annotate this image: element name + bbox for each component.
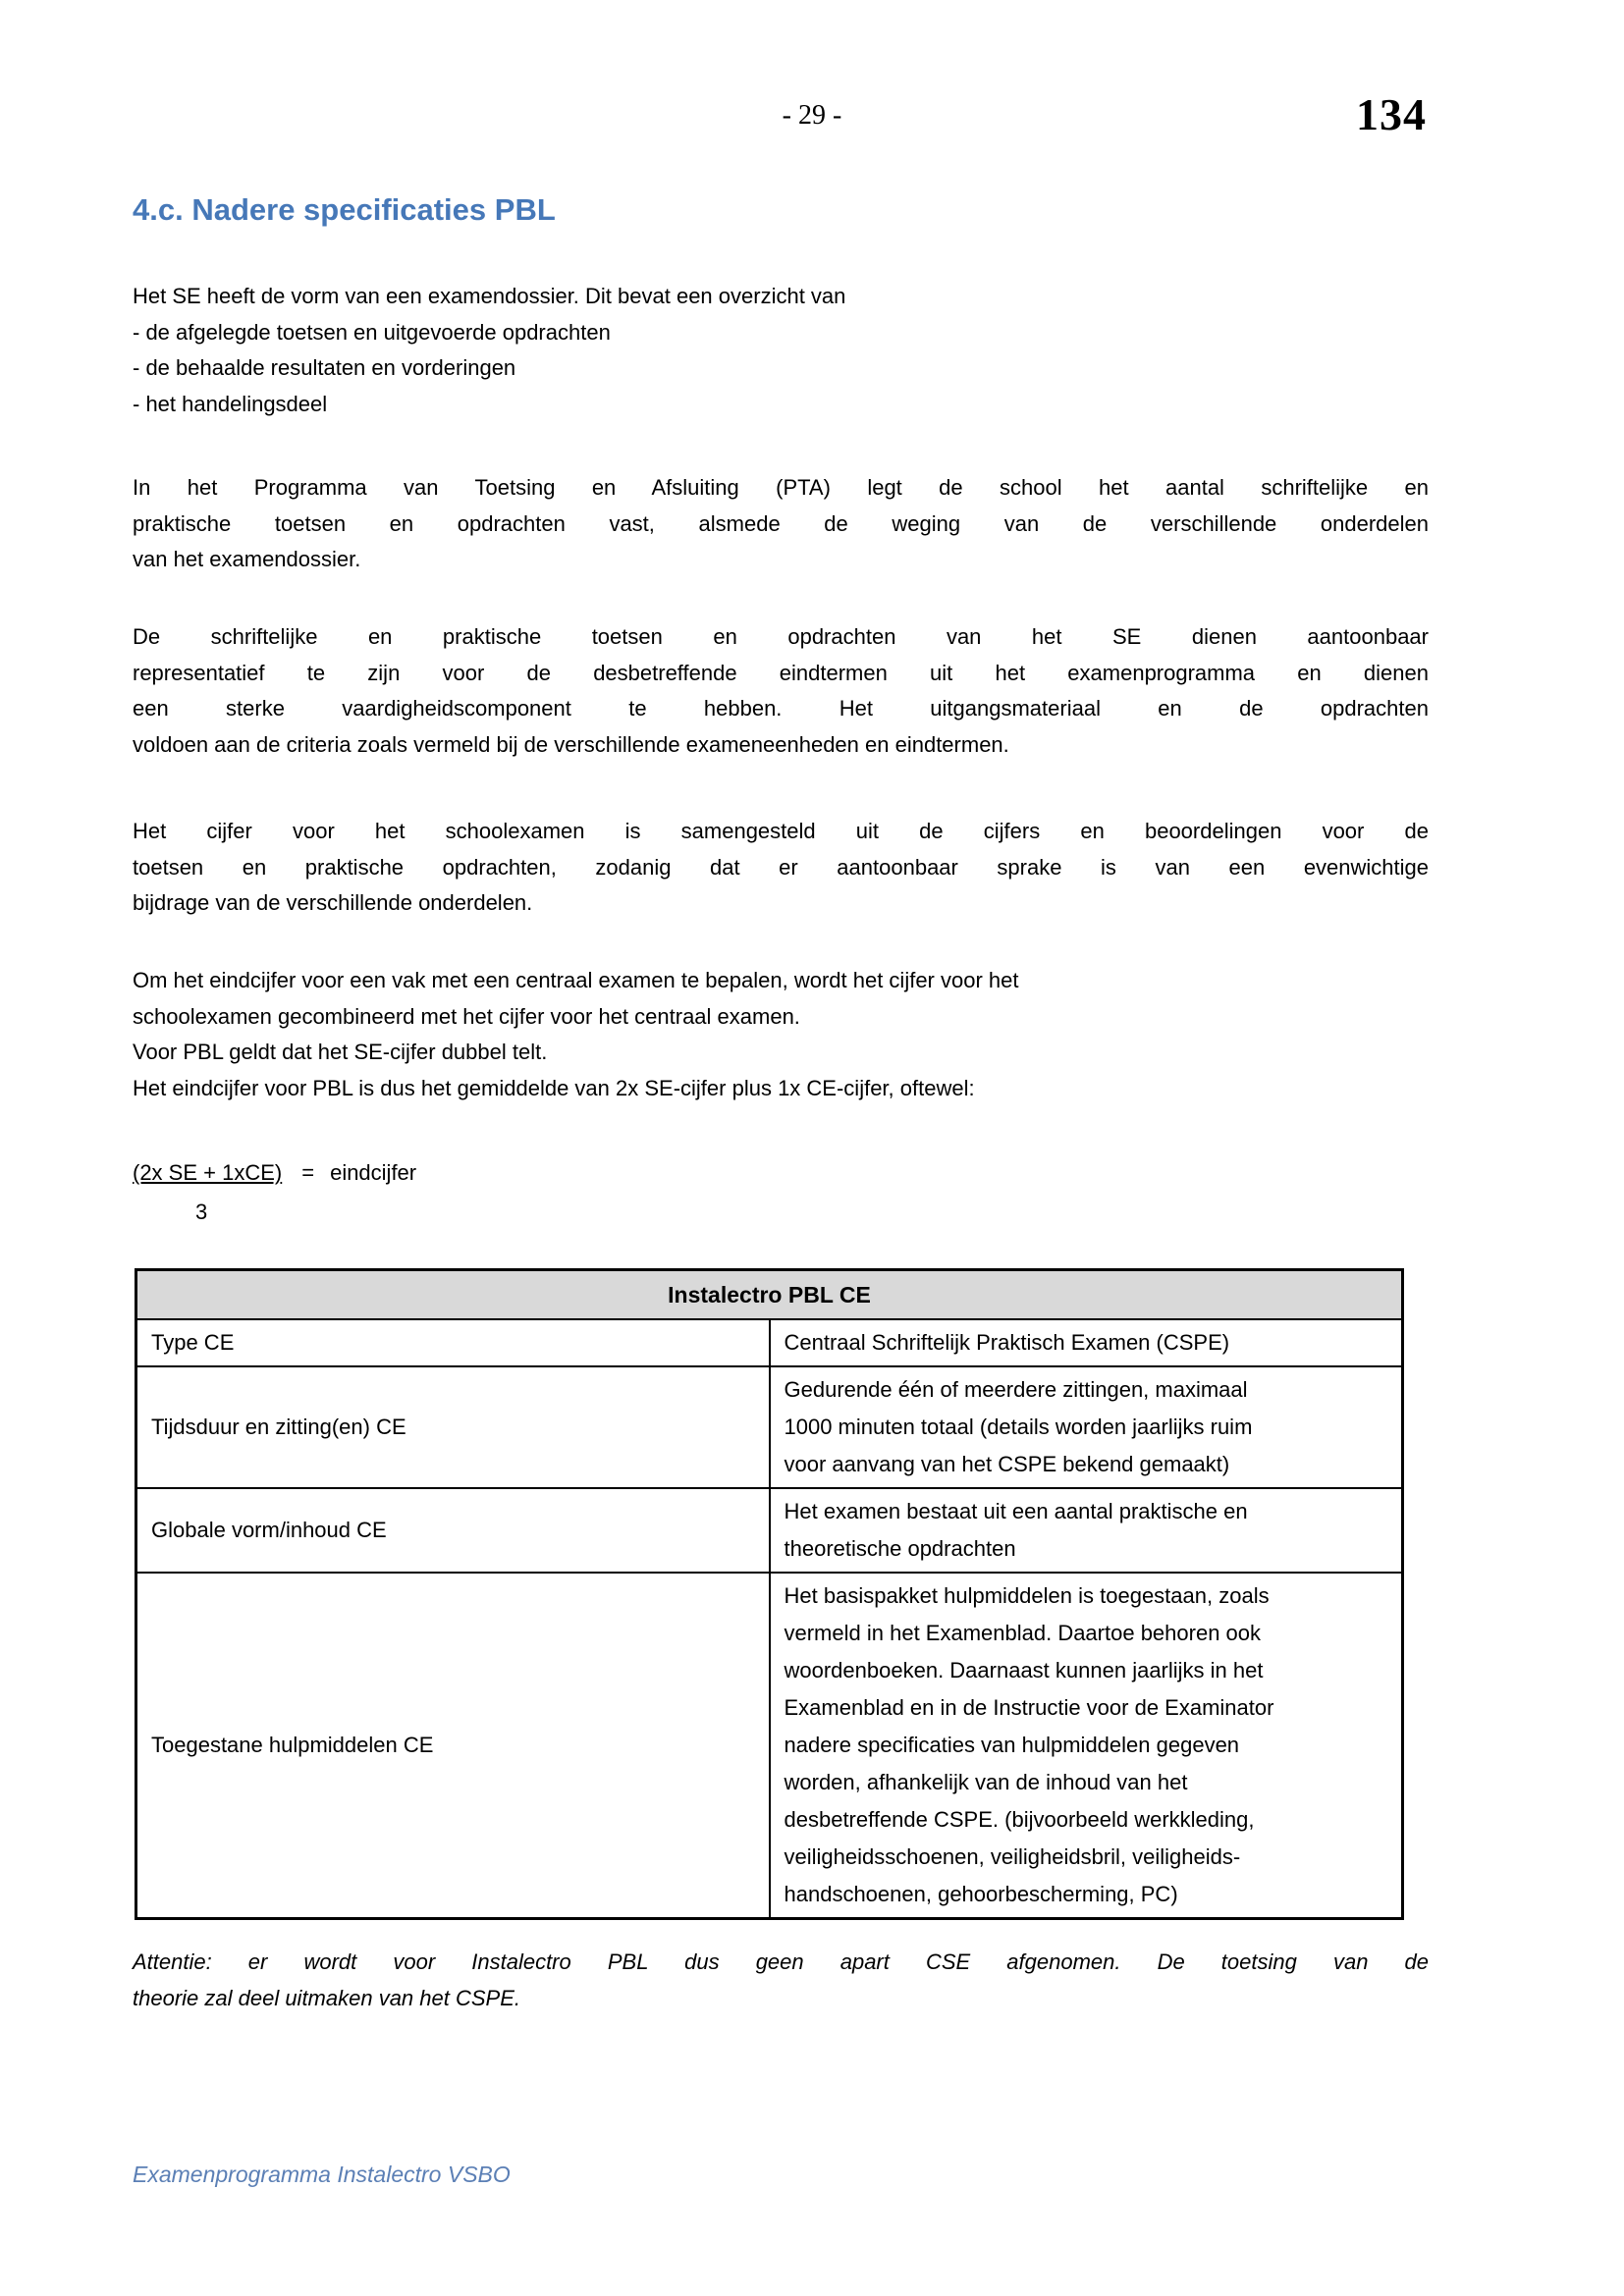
text-line: bijdrage van de verschillende onderdelen. — [133, 890, 533, 915]
paragraph-se-toetsen — [133, 619, 1429, 763]
text-line: theoretische opdrachten — [784, 1536, 1016, 1561]
text-line: Het eindcijfer voor PBL is dus het gemiddelde van 2x SE-cijfer plus 1x CE-cijfer, oftewel: — [133, 1075, 975, 1100]
paragraph-pta — [133, 470, 1429, 578]
text-line: Het basispakket hulpmiddelen is toegestaan, zoals — [784, 1583, 1270, 1608]
text-line: Voor PBL geldt dat het SE-cijfer dubbel telt. — [133, 1040, 548, 1064]
text-line: voor aanvang van het CSPE bekend gemaakt) — [784, 1452, 1230, 1476]
text-line: desbetreffende CSPE. (bijvoorbeeld werkkleding, — [784, 1807, 1255, 1832]
text-line: vermeld in het Examenblad. Daartoe behoren ook — [784, 1621, 1262, 1645]
text-line: handschoenen, gehoorbescherming, PC) — [784, 1882, 1178, 1906]
table-row — [136, 1319, 1403, 1366]
text-line: Het cijfer voor het schoolexamen is samengesteld uit de cijfers en beoordelingen voor de — [133, 819, 1429, 843]
table-row-label: Globale vorm/inhoud CE — [136, 1488, 770, 1573]
formula-denominator: 3 — [195, 1200, 208, 1224]
paragraph-cijfer-schoolexamen — [133, 814, 1429, 922]
text-line: schoolexamen gecombineerd met het cijfer voor het centraal examen. — [133, 1003, 800, 1029]
formula-top — [133, 1154, 416, 1192]
text-line: toetsen en praktische opdrachten, zodanig dat er aantoonbaar sprake is van een evenwichtige — [133, 854, 1429, 880]
formula-eindcijfer — [133, 1154, 416, 1231]
table-row-value — [770, 1366, 1403, 1488]
text-line: - de afgelegde toetsen en uitgevoerde opdrachten — [133, 319, 611, 345]
text-line: theorie zal deel uitmaken van het CSPE. — [133, 1986, 521, 2010]
text-line: Attentie: er wordt voor Instalectro PBL dus geen apart CSE afgenomen. De toetsing van de — [133, 1949, 1429, 1974]
text-line: worden, afhankelijk van de inhoud van het — [784, 1770, 1188, 1794]
text-line: - de behaalde resultaten en vorderingen — [133, 355, 516, 380]
text-line: Examenblad en in de Instructie voor de Examinator — [784, 1695, 1274, 1720]
text-line: voldoen aan de criteria zoals vermeld bij de verschillende exameneenheden en eindtermen. — [133, 731, 1009, 757]
table-title: Instalectro PBL CE — [136, 1270, 1403, 1320]
attention-note — [133, 1944, 1429, 2016]
text-line: In het Programma van Toetsing en Afsluiting (PTA) legt de school het aantal schriftelijke en — [133, 475, 1429, 500]
table-row — [136, 1366, 1403, 1488]
folio-number: 134 — [1356, 89, 1427, 139]
formula-equals-sign: = — [301, 1160, 315, 1185]
table-row-value — [770, 1319, 1403, 1366]
text-line: Om het eindcijfer voor een vak met een centraal examen te bepalen, wordt het cijfer voor het — [133, 968, 1019, 992]
document-footer: Examenprogramma Instalectro VSBO — [133, 2162, 511, 2187]
paragraph-eindcijfer — [133, 963, 1429, 1106]
text-line: Gedurende één of meerdere zittingen, maximaal — [784, 1377, 1248, 1402]
text-line: een sterke vaardigheidscomponent te hebben. Het uitgangsmateriaal en de opdrachten — [133, 696, 1429, 721]
table-row-value — [770, 1573, 1403, 1919]
formula-numerator: (2x SE + 1xCE) — [133, 1160, 283, 1185]
table-row-label: Type CE — [136, 1319, 770, 1366]
text-line: nadere specificaties van hulpmiddelen gegeven — [784, 1733, 1240, 1757]
section-heading: 4.c. Nadere specificaties PBL — [133, 192, 556, 227]
text-line: representatief te zijn voor de desbetreffende eindtermen uit het examenprogramma en dienen — [133, 660, 1429, 685]
table-row-value — [770, 1488, 1403, 1573]
text-line: veiligheidsschoenen, veiligheidsbril, veiligheids- — [784, 1844, 1241, 1869]
text-line: Het SE heeft de vorm van een examendossier. Dit bevat een overzicht van — [133, 284, 846, 308]
text-line: woordenboeken. Daarnaast kunnen jaarlijks in het — [784, 1658, 1264, 1682]
text-line: van het examendossier. — [133, 547, 361, 571]
formula-result: eindcijfer — [330, 1160, 417, 1185]
table-row-label: Tijdsduur en zitting(en) CE — [136, 1366, 770, 1488]
ce-specification-table — [135, 1268, 1404, 1920]
text-line: - het handelingsdeel — [133, 391, 328, 416]
table-row — [136, 1573, 1403, 1919]
paragraph-examendossier — [133, 279, 1429, 422]
text-line: Centraal Schriftelijk Praktisch Examen (CSPE) — [784, 1330, 1230, 1355]
text-line: praktische toetsen en opdrachten vast, alsmede de weging van de verschillende onderdelen — [133, 510, 1429, 536]
text-line: De schriftelijke en praktische toetsen en opdrachten van het SE dienen aantoonbaar — [133, 624, 1429, 649]
text-line: 1000 minuten totaal (details worden jaarlijks ruim — [784, 1415, 1253, 1439]
page-number: - 29 - — [782, 100, 842, 131]
table-row — [136, 1488, 1403, 1573]
text-line: Het examen bestaat uit een aantal praktische en — [784, 1499, 1248, 1523]
table-header-row — [136, 1270, 1403, 1320]
table-row-label: Toegestane hulpmiddelen CE — [136, 1573, 770, 1919]
